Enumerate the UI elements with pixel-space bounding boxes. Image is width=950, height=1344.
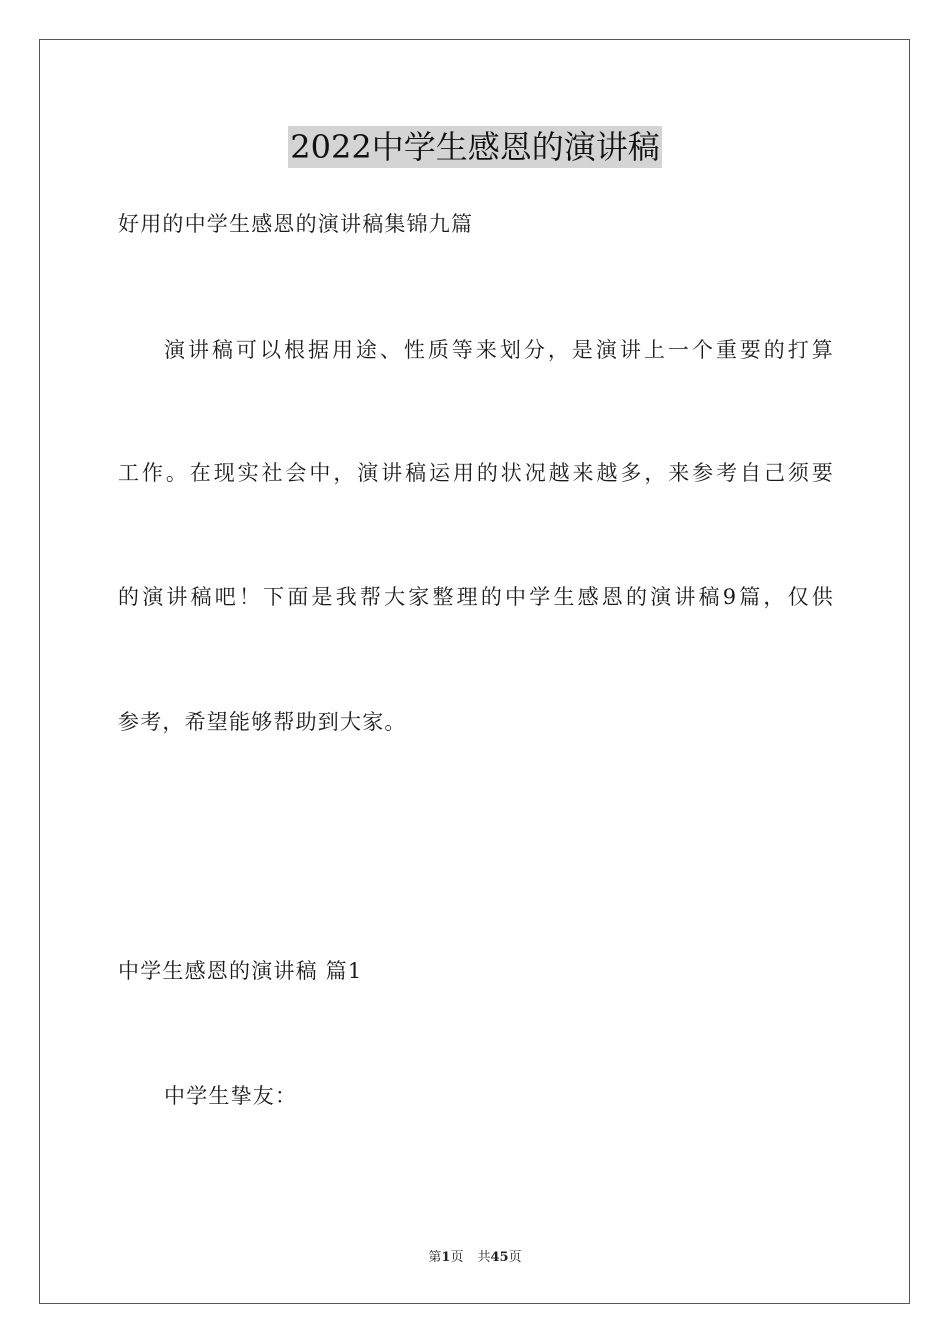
paragraph-line-2: 工作。在现实社会中，演讲稿运用的状况越来越多，来参考自己须要 [118, 461, 834, 485]
paragraph-line-4: 参考，希望能够帮助到大家。 [118, 710, 407, 734]
salutation: 中学生挚友： [164, 1084, 298, 1108]
paragraph-line-3: 的演讲稿吧！下面是我帮大家整理的中学生感恩的演讲稿9篇，仅供 [118, 585, 834, 609]
document-title: 2022中学生感恩的演讲稿 [290, 128, 660, 166]
title-container [0, 126, 950, 168]
section-heading: 中学生感恩的演讲稿 篇1 [118, 959, 363, 983]
document-subtitle: 好用的中学生感恩的演讲稿集锦九篇 [118, 212, 474, 236]
paragraph-line-1: 演讲稿可以根据用途、性质等来划分，是演讲上一个重要的打算 [164, 338, 834, 362]
page-footer [0, 1249, 950, 1267]
footer-page-prefix: 第 [428, 1250, 442, 1265]
footer-total-pages: 45 [490, 1250, 509, 1265]
footer-page-suffix: 页 [450, 1250, 464, 1265]
footer-page-number: 1 [441, 1250, 451, 1265]
footer-total-suffix: 页 [508, 1250, 522, 1265]
footer-total-prefix: 共 [477, 1250, 491, 1265]
